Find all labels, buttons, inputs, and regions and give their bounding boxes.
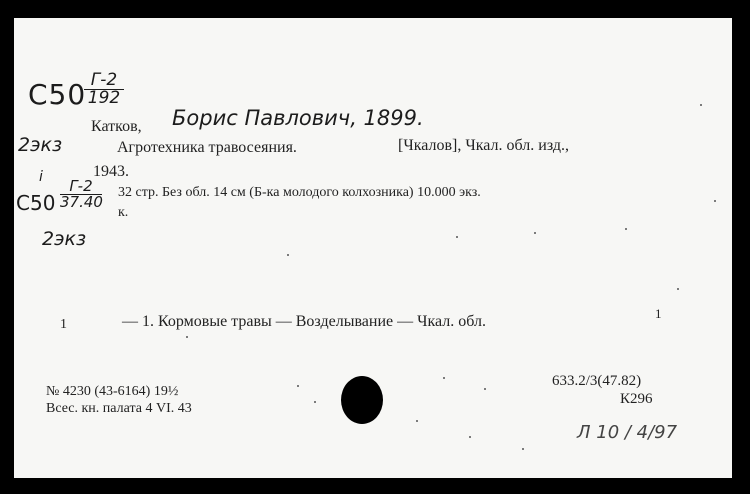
speck (443, 377, 445, 379)
copies-note-2: 2экз (42, 228, 87, 250)
classification-index: 633.2/3(47.82) (552, 373, 642, 389)
call-number-main: С50 (28, 78, 87, 111)
author-surname: Катков, (91, 118, 142, 135)
punch-hole (341, 376, 383, 424)
speck (522, 448, 524, 450)
call-number-second-fraction (60, 179, 102, 210)
copies-note-1: 2экз (18, 134, 63, 156)
subject-heading: — 1. Кормовые травы — Возделывание — Чкал. обл. (122, 313, 486, 330)
speck (484, 388, 486, 390)
imprint: [Чкалов], Чкал. обл. изд., (398, 137, 569, 154)
price: к. (118, 205, 129, 220)
registration-number: № 4230 (43-6164) 19½ (46, 384, 179, 399)
call-number-main-numerator: Г-2 (90, 70, 118, 90)
speck (297, 385, 299, 387)
book-chamber-date: Всес. кн. палата 4 VI. 43 (46, 401, 192, 416)
physical-description: 32 стр. Без обл. 14 см (Б-ка молодого колхозника) 10.000 экз. (118, 185, 481, 200)
author-handwritten-name: Борис Павлович, 1899. (172, 106, 424, 130)
call-number-second-numerator: Г-2 (69, 177, 93, 195)
speck (677, 288, 679, 290)
call-number-second-denominator: 37.40 (60, 193, 103, 211)
catalog-card (14, 18, 732, 478)
publication-year: 1943. (93, 163, 129, 180)
speck (700, 104, 702, 106)
call-number-second: С50 (16, 191, 56, 215)
speck (534, 232, 536, 234)
inventory-handwritten: Л 10 / 4/97 (577, 422, 678, 443)
speck (714, 200, 716, 202)
speck (456, 236, 458, 238)
shelf-code: К296 (620, 391, 653, 407)
speck (416, 420, 418, 422)
speck (469, 436, 471, 438)
call-number-main-fraction (84, 72, 124, 107)
speck (625, 228, 627, 230)
speck (186, 336, 188, 338)
call-number-main-denominator: 192 (84, 89, 124, 107)
margin-mark-left: 1 (60, 317, 67, 332)
book-title: Агротехника травосеяния. (117, 139, 297, 156)
speck (314, 401, 316, 403)
speck (287, 254, 289, 256)
margin-mark-i: i (39, 169, 43, 185)
margin-mark-right: 1 (655, 306, 662, 321)
